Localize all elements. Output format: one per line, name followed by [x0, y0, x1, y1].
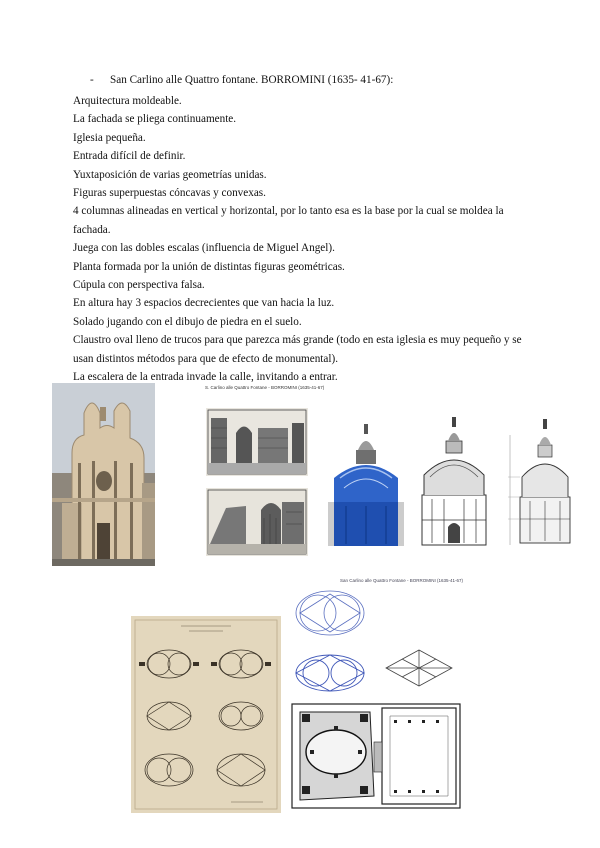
text-line: Iglesia pequeña.: [73, 131, 146, 144]
text-line: Cúpula con perspectiva falsa.: [73, 279, 205, 292]
engravings-caption: S. Carlino alle Quattro Fontane - BORROMINI (1635-41-67): [205, 385, 325, 390]
facade-photo: [52, 383, 155, 566]
plans-caption: San Carlino alle Quattro Fontane - BORROMINI (1635-41-67): [340, 578, 464, 583]
colored-section-drawing: [322, 418, 410, 548]
text-line: Entrada difícil de definir.: [73, 150, 186, 163]
text-line: Claustro oval lleno de trucos para que parezca más grande (todo en esta iglesia es muy pequeño y se usan distintos métodos para que de efecto de monumental).: [73, 334, 522, 365]
body-text: [73, 92, 543, 387]
text-line: 4 columnas alineadas en vertical y horizontal, por lo tanto esa es la base por la cual se moldea la fachada.: [73, 205, 504, 236]
text-line: Arquitectura moldeable.: [73, 95, 182, 107]
engraving-perspective-view: [206, 488, 308, 556]
text-line: Figuras superpuestas cóncavas y convexas.: [73, 187, 266, 200]
text-line: Planta formada por la unión de distintas figuras geométricas.: [73, 260, 345, 273]
heading-text: San Carlino alle Quattro fontane. BORROMINI (1635- 41-67):: [110, 74, 394, 86]
section-drawing: [416, 415, 492, 548]
heading-line: [90, 74, 393, 86]
rhombus-diagram: [380, 645, 458, 691]
text-line: Juega con las dobles escalas (influencia de Miguel Angel).: [73, 242, 335, 255]
bullet-dash: -: [90, 74, 94, 86]
text-line: Solado jugando con el dibujo de piedra en el suelo.: [73, 315, 302, 328]
overlapping-circles-diagram: [290, 584, 370, 642]
geometric-plan-sheet: [131, 616, 281, 813]
oval-plan-diagram: [290, 648, 370, 698]
section-drawing-dimensioned: [506, 415, 576, 548]
text-line: En altura hay 3 espacios decrecientes que van hacia la luz.: [73, 297, 335, 310]
engraving-street-view: [206, 408, 308, 476]
text-line: Yuxtaposición de varias geometrías unidas.: [73, 168, 267, 181]
text-line: La escalera de la entrada invade la calle, invitando a entrar.: [73, 371, 338, 384]
text-line: La fachada se pliega continuamente.: [73, 113, 237, 126]
floor-plan: [290, 702, 462, 810]
